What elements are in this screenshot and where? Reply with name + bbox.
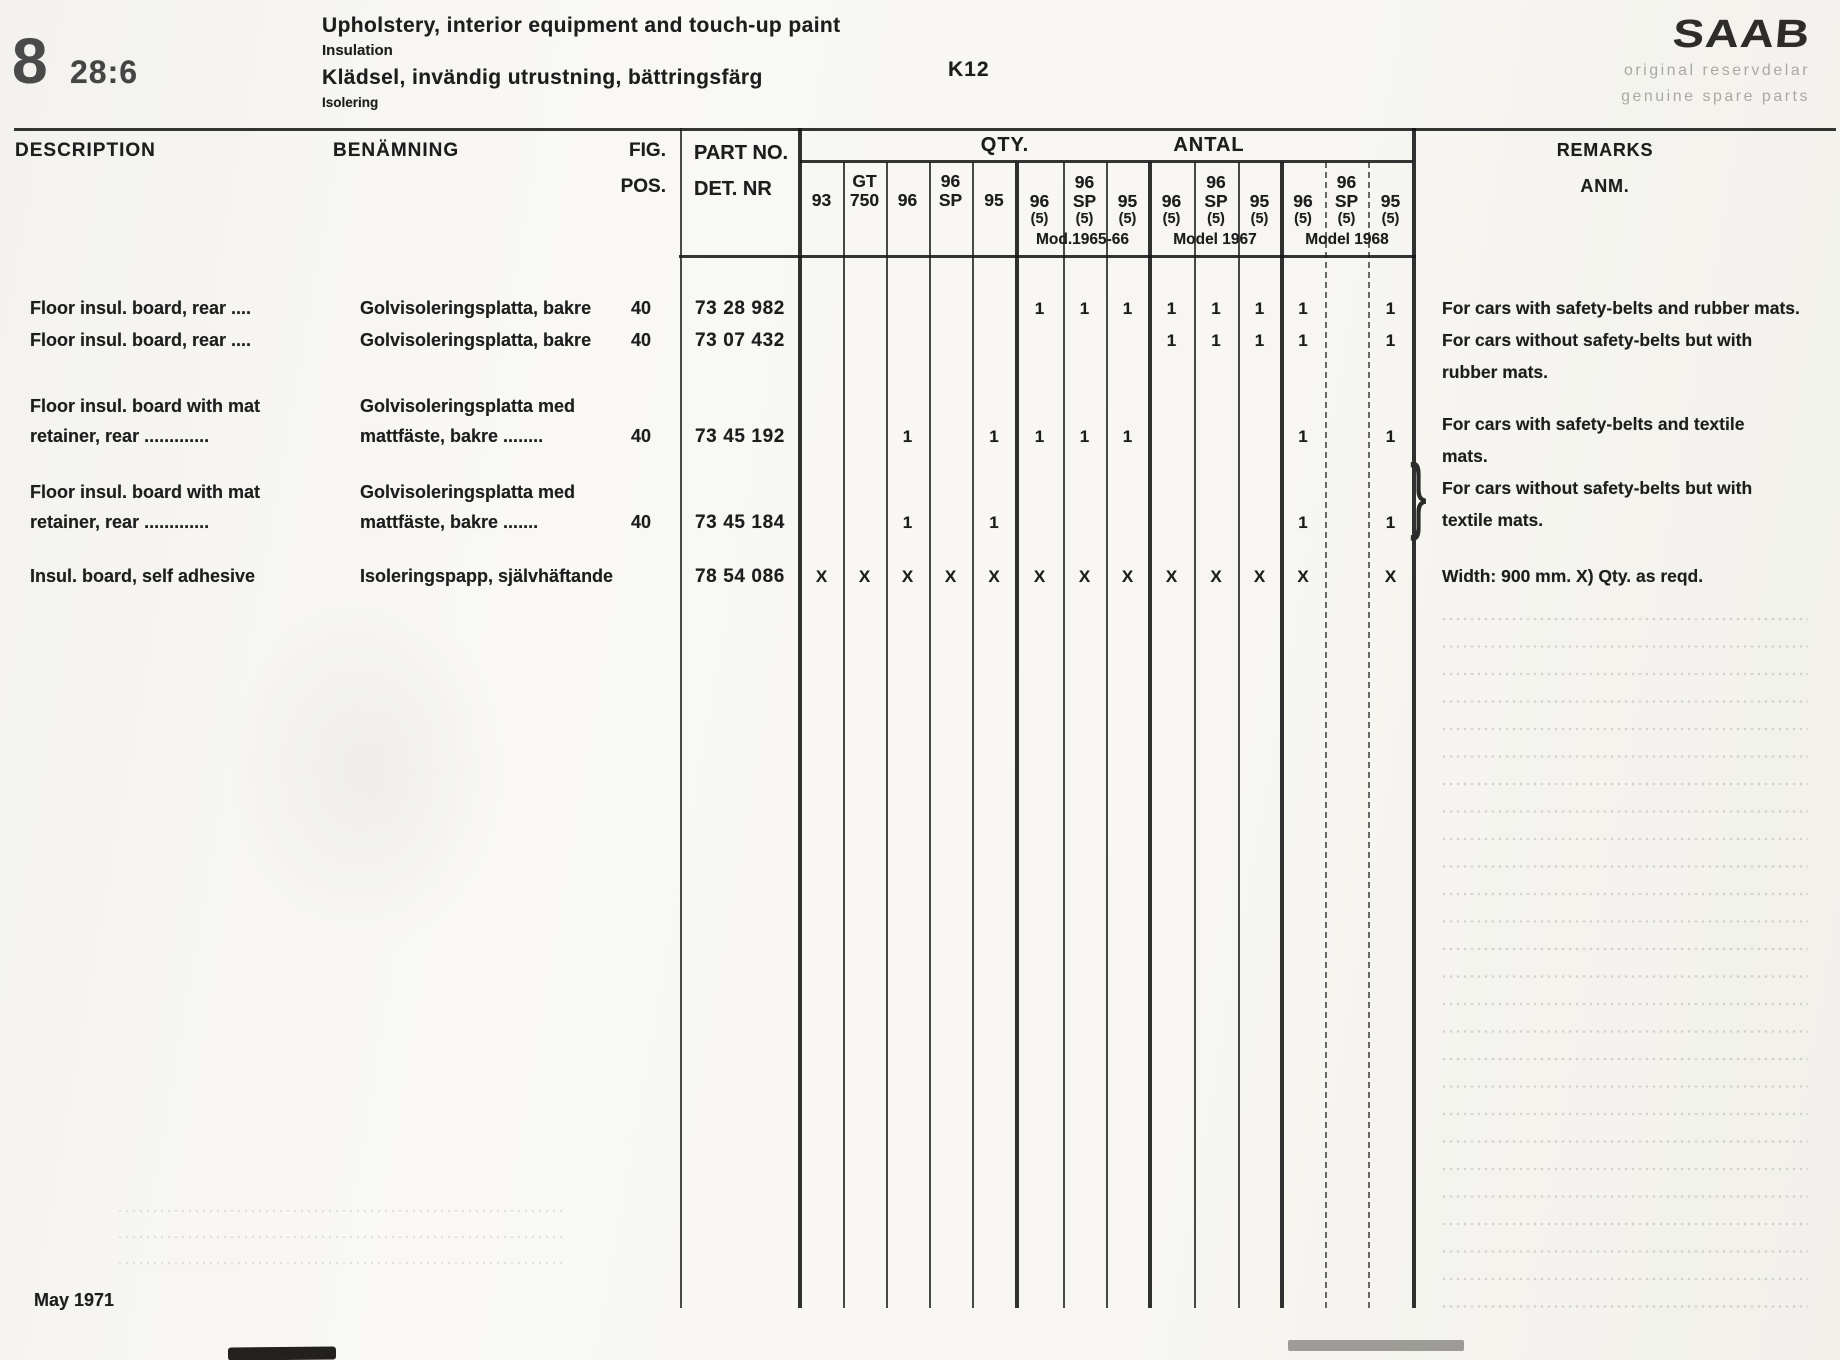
saab-logo: SAAB xyxy=(1671,10,1812,56)
qty-mark: X xyxy=(1078,567,1091,586)
part-no-cell: 73 07 432 xyxy=(695,330,785,351)
description-cell: Floor insul. board with mat xyxy=(30,482,261,502)
qty-mark: 1 xyxy=(1122,299,1133,318)
section-number: 8 xyxy=(12,25,48,97)
qty-marks-row xyxy=(0,299,1840,323)
brand-tagline-swedish: original reservdelar xyxy=(1623,62,1810,79)
brace-glyph: } xyxy=(1410,447,1427,541)
qty-marks-row xyxy=(0,331,1840,355)
benamning-cell: mattfäste, bakre ....... xyxy=(360,512,539,532)
qty-mark: X xyxy=(1384,567,1397,586)
model-group-label-1967: Model 1967 xyxy=(1173,231,1257,248)
qty-mark: 1 xyxy=(902,427,913,446)
part-no-cell: 73 28 982 xyxy=(695,298,785,319)
part-no-cell: 73 45 184 xyxy=(695,512,785,533)
description-cell: Floor insul. board, rear .... xyxy=(30,330,252,350)
anm-header: ANM. xyxy=(1580,176,1630,196)
qty-column-header-gt750: GT 750 xyxy=(849,171,880,210)
description-cell: retainer, rear ............. xyxy=(30,426,210,446)
qty-mark: 1 xyxy=(1034,427,1045,446)
benamning-cell: mattfäste, bakre ........ xyxy=(360,426,544,446)
part-no-cell: 73 45 192 xyxy=(695,426,785,447)
qty-column-header-96-5: 96 (5) xyxy=(1293,191,1313,227)
qty-mark: 1 xyxy=(1166,331,1177,350)
qty-column-header-96sp-5: 96 SP (5) xyxy=(1204,172,1228,227)
remark-cell: For cars without safety-belts but with xyxy=(1442,478,1753,498)
qty-mark: 1 xyxy=(1385,331,1396,350)
footer-date: May 1971 xyxy=(34,1290,115,1310)
qty-column-header-96-5: 96 (5) xyxy=(1161,191,1182,227)
qty-mark: X xyxy=(1297,567,1309,586)
qty-mark: 1 xyxy=(1211,299,1221,318)
scan-smudge xyxy=(228,1346,336,1360)
benamning-header: BENÄMNING xyxy=(333,140,460,161)
qty-mark: 1 xyxy=(1298,427,1308,446)
brand-tagline-english: genuine spare parts xyxy=(1621,88,1810,105)
title-swedish: Klädsel, invändig utrustning, bättringsfärg xyxy=(322,66,763,89)
remark-cell: textile mats. xyxy=(1442,510,1544,530)
fig-header: FIG. xyxy=(629,140,666,161)
remark-cell: For cars without safety-belts but with xyxy=(1442,330,1753,350)
fig-pos-cell: 40 xyxy=(630,330,652,350)
subtitle-swedish: Isolering xyxy=(322,95,379,110)
qty-mark: 1 xyxy=(1298,331,1308,350)
qty-mark: 1 xyxy=(1254,299,1265,318)
qty-mark: 1 xyxy=(989,427,999,446)
qty-mark: X xyxy=(988,567,1000,586)
benamning-cell: Golvisoleringsplatta, bakre xyxy=(360,298,592,318)
page-number: 28:6 xyxy=(70,54,139,90)
qty-mark: 1 xyxy=(902,513,913,532)
model-group-label-1968: Model 1968 xyxy=(1305,231,1389,248)
header-bottom-border xyxy=(679,255,1416,258)
qty-column-header-96: 96 xyxy=(897,190,918,210)
benamning-cell: Golvisoleringsplatta med xyxy=(360,396,576,416)
qty-mark: 1 xyxy=(1385,513,1396,532)
qty-mark: 1 xyxy=(1211,331,1221,350)
part-no-cell: 78 54 086 xyxy=(695,566,785,587)
plate-code: K12 xyxy=(948,58,990,81)
qty-column-header-95: 95 xyxy=(984,190,1004,210)
scan-smudge xyxy=(1288,1340,1464,1351)
description-cell: Floor insul. board with mat xyxy=(30,396,261,416)
qty-mark: X xyxy=(1165,567,1178,586)
remarks-header: REMARKS xyxy=(1556,140,1654,160)
fig-pos-cell: 40 xyxy=(630,426,652,446)
qty-mark: X xyxy=(1210,567,1222,586)
fig-pos-cell: 40 xyxy=(630,298,652,318)
scan-blotch xyxy=(230,590,510,950)
remark-cell: rubber mats. xyxy=(1442,362,1548,382)
qty-column-header-95-5: 95 (5) xyxy=(1380,191,1401,227)
qty-column-header-96sp-5: 96 SP (5) xyxy=(1072,172,1097,227)
remark-cell: For cars with safety-belts and rubber mats. xyxy=(1442,298,1800,318)
fig-pos-cell: 40 xyxy=(630,512,652,532)
ruled-lines-artifact xyxy=(1442,616,1808,1310)
qty-marks-row xyxy=(0,567,1840,591)
qty-column-header-93: 93 xyxy=(811,190,832,210)
qty-mark: 1 xyxy=(1122,427,1133,446)
description-cell: Floor insul. board, rear .... xyxy=(30,298,252,318)
qty-mark: 1 xyxy=(1298,513,1308,532)
description-cell: retainer, rear ............. xyxy=(30,512,210,532)
qty-mark: X xyxy=(901,567,914,586)
qty-mark: 1 xyxy=(1385,299,1396,318)
part-no-header: PART NO. xyxy=(694,142,789,164)
benamning-cell: Golvisoleringsplatta med xyxy=(360,482,576,502)
subtitle-english: Insulation xyxy=(322,42,393,59)
qty-mark: 1 xyxy=(1079,299,1090,318)
remark-cell: For cars with safety-belts and textile xyxy=(1442,414,1745,434)
title-english: Upholstery, interior equipment and touch-up paint xyxy=(322,14,841,37)
antal-header: ANTAL xyxy=(1173,134,1245,156)
remark-cell: mats. xyxy=(1442,446,1488,466)
qty-mark: 1 xyxy=(1034,299,1045,318)
description-header: DESCRIPTION xyxy=(15,140,156,161)
qty-mark: 1 xyxy=(989,513,999,532)
qty-marks-row xyxy=(0,427,1840,451)
qty-mark: 1 xyxy=(1254,331,1265,350)
benamning-cell: Golvisoleringsplatta, bakre xyxy=(360,330,592,350)
benamning-cell: Isoleringspapp, självhäftande xyxy=(360,566,614,586)
pos-header: POS. xyxy=(620,176,666,197)
qty-marks-row xyxy=(0,513,1840,537)
qty-mark: X xyxy=(1121,567,1134,586)
qty-mark: X xyxy=(858,567,871,586)
qty-column-header-96sp: 96 SP xyxy=(938,171,963,210)
qty-mark: 1 xyxy=(1385,427,1396,446)
qty-mark: 1 xyxy=(1166,299,1177,318)
qty-mark: 1 xyxy=(1298,299,1308,318)
qty-column-header-96sp-5: 96 SP (5) xyxy=(1334,172,1359,227)
model-group-label-1965-66: Mod.1965-66 xyxy=(1035,231,1130,248)
qty-mark: X xyxy=(944,567,957,586)
qty-mark: X xyxy=(1253,567,1266,586)
qty-mark: 1 xyxy=(1079,427,1090,446)
ruled-lines-artifact xyxy=(118,1208,563,1280)
qty-column-header-96-5: 96 (5) xyxy=(1029,191,1050,227)
qty-column-header-95-5: 95 (5) xyxy=(1117,191,1138,227)
remark-cell: Width: 900 mm. X) Qty. as reqd. xyxy=(1442,566,1704,586)
description-cell: Insul. board, self adhesive xyxy=(30,566,256,586)
table-top-border xyxy=(14,128,1836,131)
qty-column-header-95-5: 95 (5) xyxy=(1249,191,1270,227)
qty-header: QTY. xyxy=(980,134,1030,156)
qty-mark: X xyxy=(1033,567,1046,586)
qty-mark: X xyxy=(815,567,828,586)
det-nr-header: DET. NR xyxy=(694,178,772,200)
